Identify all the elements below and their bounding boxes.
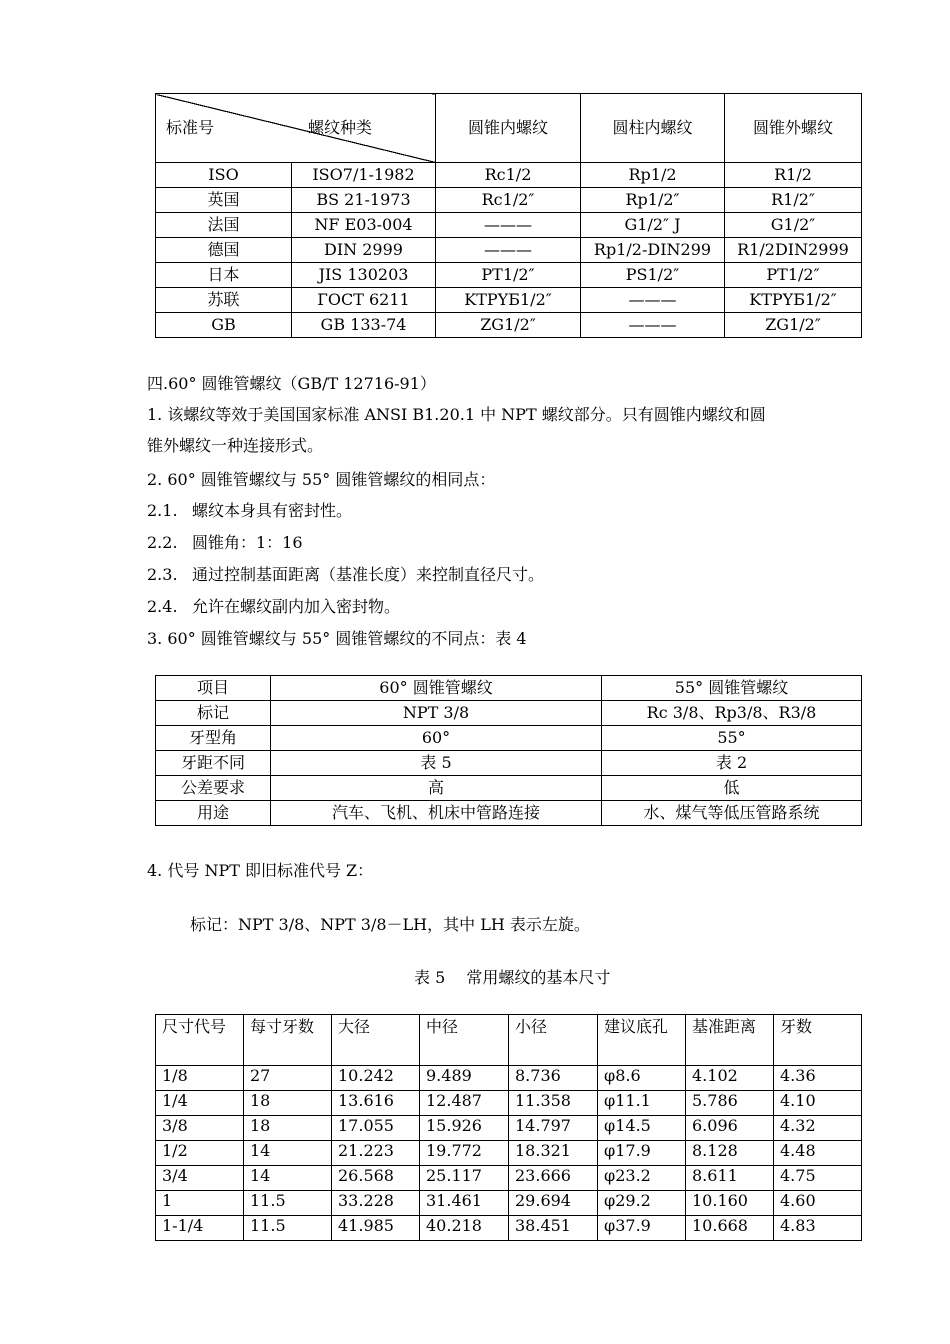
header-cell: 中径	[420, 1015, 509, 1066]
table-cell: 4.75	[774, 1166, 862, 1191]
table-header-row	[156, 94, 862, 163]
table-cell: 13.616	[332, 1091, 420, 1116]
table-cell: KTPYБ1/2″	[436, 288, 581, 313]
header-cell: 圆锥内螺纹	[436, 94, 581, 163]
table-row	[156, 701, 862, 726]
table-cell: G1/2″ J	[581, 213, 725, 238]
table-cell: ISO	[156, 163, 292, 188]
table-row	[156, 776, 862, 801]
table-cell: KTPYБ1/2″	[725, 288, 862, 313]
table-cell: 27	[244, 1066, 332, 1091]
table-cell: 4.60	[774, 1191, 862, 1216]
table-cell: 标记	[156, 701, 271, 726]
table-cell: 11.358	[509, 1091, 598, 1116]
paragraph: 3. 60° 圆锥管螺纹与 55° 圆锥管螺纹的不同点：表 4	[147, 629, 527, 648]
header-cell: 圆锥外螺纹	[725, 94, 862, 163]
list-text: 通过控制基面距离（基准长度）来控制直径尺寸。	[192, 565, 545, 584]
header-cell: 大径	[332, 1015, 420, 1066]
table-cell: φ11.1	[598, 1091, 686, 1116]
table-cell: 项目	[156, 676, 271, 701]
table-cell: GB	[156, 313, 292, 338]
list-number: 2.4.	[147, 597, 178, 616]
table-cell: φ29.2	[598, 1191, 686, 1216]
table-cell: φ23.2	[598, 1166, 686, 1191]
table-cell: JIS 130203	[292, 263, 436, 288]
table-cell: Rp1/2″	[581, 188, 725, 213]
table-cell: 55°	[602, 726, 862, 751]
table-row	[156, 313, 862, 338]
table-cell: 表 2	[602, 751, 862, 776]
table-row	[156, 751, 862, 776]
table-cell: ———	[581, 288, 725, 313]
list-item	[147, 591, 862, 622]
table-row	[156, 1116, 862, 1141]
list-number: 2.1.	[147, 501, 178, 520]
table-cell: 23.666	[509, 1166, 598, 1191]
thread-dimensions-table	[155, 1014, 862, 1241]
table-cell: ZG1/2″	[725, 313, 862, 338]
list-item	[147, 527, 862, 558]
table-cell: 29.694	[509, 1191, 598, 1216]
table-cell: 55° 圆锥管螺纹	[602, 676, 862, 701]
table-cell: φ14.5	[598, 1116, 686, 1141]
table-cell: 4.102	[686, 1066, 774, 1091]
header-standard-label: 标准号	[166, 118, 215, 137]
table-cell: φ37.9	[598, 1216, 686, 1241]
table-cell: R1/2	[725, 163, 862, 188]
header-cell: 建议底孔	[598, 1015, 686, 1066]
list-text: 螺纹本身具有密封性。	[192, 501, 353, 520]
table-cell: 牙型角	[156, 726, 271, 751]
table-cell: Rp1/2-DIN299	[581, 238, 725, 263]
table-cell: 8.128	[686, 1141, 774, 1166]
table-cell: R1/2DIN2999	[725, 238, 862, 263]
table-cell: 21.223	[332, 1141, 420, 1166]
table-cell: 10.668	[686, 1216, 774, 1241]
table-row	[156, 1216, 862, 1241]
table-row	[156, 676, 862, 701]
header-cell: 基准距离	[686, 1015, 774, 1066]
table-cell: φ17.9	[598, 1141, 686, 1166]
diagonal-header-cell	[156, 94, 436, 163]
table-cell: 8.736	[509, 1066, 598, 1091]
list-number: 2.3.	[147, 565, 178, 584]
table-cell: 17.055	[332, 1116, 420, 1141]
table-cell: GB 133-74	[292, 313, 436, 338]
table-cell: 41.985	[332, 1216, 420, 1241]
table-cell: 3/8	[156, 1116, 244, 1141]
table-row	[156, 726, 862, 751]
table-cell: 18	[244, 1116, 332, 1141]
table-cell: NPT 3/8	[271, 701, 602, 726]
table-cell: 14.797	[509, 1116, 598, 1141]
table-cell: 14	[244, 1166, 332, 1191]
table-cell: 19.772	[420, 1141, 509, 1166]
thread-standards-table	[155, 93, 862, 338]
table-header-row	[156, 1015, 862, 1066]
paragraph: 1. 该螺纹等效于美国国家标准 ANSI B1.20.1 中 NPT 螺纹部分。只有圆锥内螺纹和圆	[147, 405, 766, 424]
table-cell: 10.160	[686, 1191, 774, 1216]
table-cell: BS 21-1973	[292, 188, 436, 213]
table-cell: 法国	[156, 213, 292, 238]
header-cell: 圆柱内螺纹	[581, 94, 725, 163]
table-cell: 11.5	[244, 1191, 332, 1216]
table-cell: 38.451	[509, 1216, 598, 1241]
table-row	[156, 163, 862, 188]
table-cell: Rc1/2″	[436, 188, 581, 213]
marking-note: 标记：NPT 3/8、NPT 3/8－LH，其中 LH 表示左旋。	[190, 915, 590, 934]
table-cell: 4.36	[774, 1066, 862, 1091]
table-cell: 表 5	[271, 751, 602, 776]
table-caption: 表 5 常用螺纹的基本尺寸	[414, 968, 611, 987]
table-cell: 1/4	[156, 1091, 244, 1116]
table-row	[156, 263, 862, 288]
table-cell: Rp1/2	[581, 163, 725, 188]
table-cell: 31.461	[420, 1191, 509, 1216]
table-cell: ISO7/1-1982	[292, 163, 436, 188]
list-text: 圆锥角：1：16	[192, 533, 303, 552]
table-cell: 4.10	[774, 1091, 862, 1116]
header-cell: 牙数	[774, 1015, 862, 1066]
table-cell: 英国	[156, 188, 292, 213]
paragraph: 锥外螺纹一种连接形式。	[147, 436, 324, 455]
table-cell: 1/2	[156, 1141, 244, 1166]
table-row	[156, 1066, 862, 1091]
header-thread-type-label: 螺纹种类	[308, 118, 373, 137]
table-cell: 牙距不同	[156, 751, 271, 776]
list-item	[147, 495, 862, 526]
list-item	[147, 559, 862, 590]
table-cell: 12.487	[420, 1091, 509, 1116]
list-number: 2.2.	[147, 533, 178, 552]
table-cell: Rc 3/8、Rp3/8、R3/8	[602, 701, 862, 726]
table-row	[156, 1091, 862, 1116]
table-cell: DIN 2999	[292, 238, 436, 263]
table-cell: 25.117	[420, 1166, 509, 1191]
table-cell: NF E03-004	[292, 213, 436, 238]
table-cell: 公差要求	[156, 776, 271, 801]
table-cell: 水、煤气等低压管路系统	[602, 801, 862, 826]
table-cell: 汽车、飞机、机床中管路连接	[271, 801, 602, 826]
table-cell: 14	[244, 1141, 332, 1166]
table-row	[156, 238, 862, 263]
table-cell: ГOCT 6211	[292, 288, 436, 313]
table-cell: 5.786	[686, 1091, 774, 1116]
table-cell: 1/8	[156, 1066, 244, 1091]
table-cell: 33.228	[332, 1191, 420, 1216]
table-cell: 26.568	[332, 1166, 420, 1191]
table-row	[156, 188, 862, 213]
table-cell: 4.32	[774, 1116, 862, 1141]
table-cell: 18.321	[509, 1141, 598, 1166]
table-cell: PS1/2″	[581, 263, 725, 288]
table-cell: 3/4	[156, 1166, 244, 1191]
table-cell: 日本	[156, 263, 292, 288]
table-cell: PT1/2″	[436, 263, 581, 288]
table-cell: 高	[271, 776, 602, 801]
table-row	[156, 1191, 862, 1216]
paragraph: 4. 代号 NPT 即旧标准代号 Z：	[147, 861, 374, 880]
table-cell: ZG1/2″	[436, 313, 581, 338]
header-cell: 小径	[509, 1015, 598, 1066]
paragraph: 2. 60° 圆锥管螺纹与 55° 圆锥管螺纹的相同点：	[147, 470, 496, 489]
table-row	[156, 288, 862, 313]
table-cell: 4.83	[774, 1216, 862, 1241]
table-cell: 40.218	[420, 1216, 509, 1241]
table-cell: 1	[156, 1191, 244, 1216]
table-row	[156, 213, 862, 238]
table-cell: G1/2″	[725, 213, 862, 238]
table-cell: ———	[581, 313, 725, 338]
table-cell: 低	[602, 776, 862, 801]
table-cell: PT1/2″	[725, 263, 862, 288]
header-cell: 每寸牙数	[244, 1015, 332, 1066]
table-cell: 用途	[156, 801, 271, 826]
section-heading: 四.60° 圆锥管螺纹（GB/T 12716-91）	[147, 374, 436, 393]
table-cell: 9.489	[420, 1066, 509, 1091]
table-row	[156, 1166, 862, 1191]
table-cell: 苏联	[156, 288, 292, 313]
header-cell: 尺寸代号	[156, 1015, 244, 1066]
table-cell: ———	[436, 238, 581, 263]
table-cell: 德国	[156, 238, 292, 263]
table-cell: 8.611	[686, 1166, 774, 1191]
table-row	[156, 1141, 862, 1166]
table-cell: 15.926	[420, 1116, 509, 1141]
list-text: 允许在螺纹副内加入密封物。	[192, 597, 401, 616]
thread-comparison-table	[155, 675, 862, 826]
table-cell: 6.096	[686, 1116, 774, 1141]
table-row	[156, 801, 862, 826]
table-cell: 11.5	[244, 1216, 332, 1241]
table-cell: 4.48	[774, 1141, 862, 1166]
table-cell: Rc1/2	[436, 163, 581, 188]
table-cell: 1-1/4	[156, 1216, 244, 1241]
table-cell: ———	[436, 213, 581, 238]
table-cell: 18	[244, 1091, 332, 1116]
table-cell: 60° 圆锥管螺纹	[271, 676, 602, 701]
table-cell: φ8.6	[598, 1066, 686, 1091]
table-cell: R1/2″	[725, 188, 862, 213]
table-cell: 10.242	[332, 1066, 420, 1091]
table-cell: 60°	[271, 726, 602, 751]
